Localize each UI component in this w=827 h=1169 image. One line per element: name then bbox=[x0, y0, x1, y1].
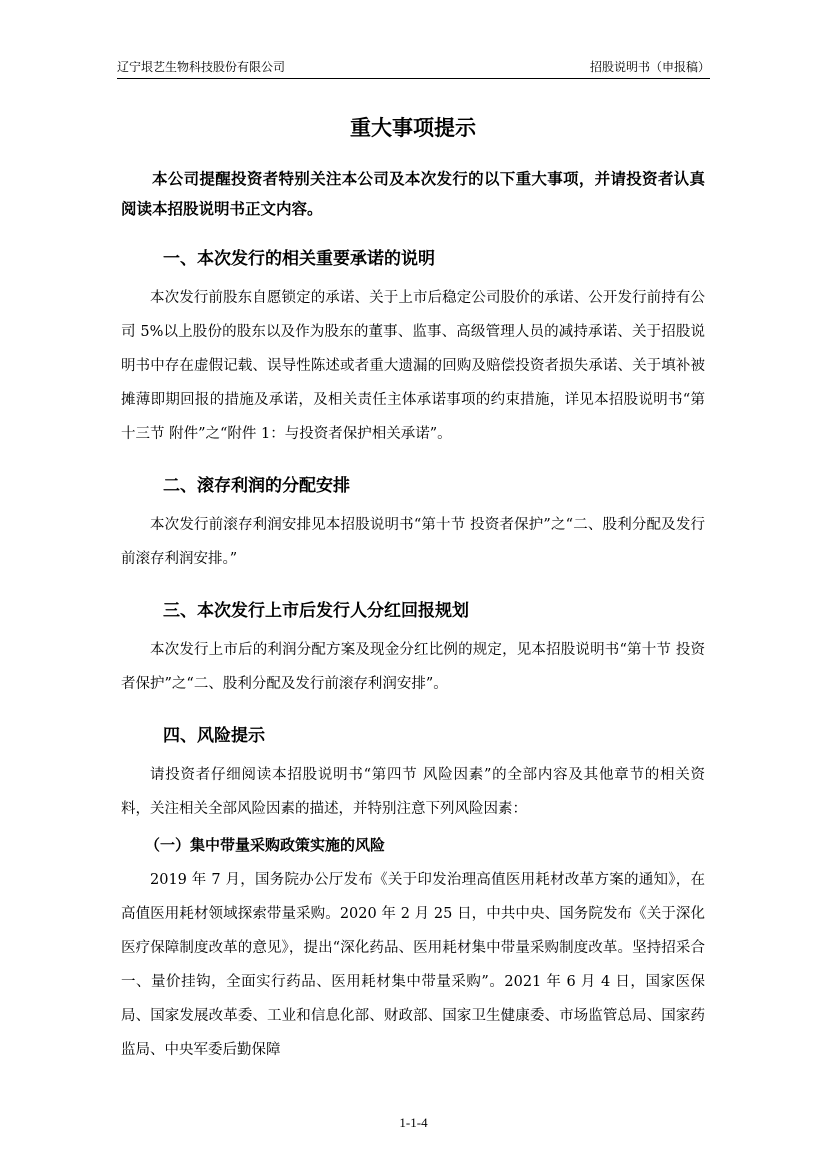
section-paragraph-commitments: 本次发行前股东自愿锁定的承诺、关于上市后稳定公司股价的承诺、公开发行前持有公司 5%以上股份的股东以及作为股东的董事、监事、高级管理人员的减持承诺、关于招股说明书中存在虚假记载、误导性陈述或者重大遗漏的回购及赔偿投资者损失承诺、关于填补被摊薄即期回报的措施及承诺，及相关责任主体承诺事项的约束措施，详见本招股说明书“第十三节 附件”之“附件 1：与投资者保护相关承诺”。 bbox=[121, 290, 705, 442]
section-paragraph-dividend-plan: 本次发行上市后的利润分配方案及现金分红比例的规定，见本招股说明书“第十节 投资者保护”之“二、股利分配及发行前滚存利润安排”。 bbox=[121, 642, 705, 692]
page-number: 1-1-4 bbox=[399, 1115, 428, 1130]
section-heading-dividend-plan: 三、本次发行上市后发行人分红回报规划 bbox=[163, 601, 469, 621]
header-document-type: 招股说明书（申报稿） bbox=[589, 60, 710, 74]
section-heading-commitments: 一、本次发行的相关重要承诺的说明 bbox=[163, 249, 435, 269]
section-paragraph-retained-profit: 本次发行前滚存利润安排见本招股说明书“第十节 投资者保护”之“二、股利分配及发行前滚存利润安排。” bbox=[121, 517, 705, 567]
subsection-paragraph-procurement-risk: 2019 年 7 月，国务院办公厅发布《关于印发治理高值医用耗材改革方案的通知》，在高值医用耗材领域探索带量采购。2020 年 2 月 25 日，中共中央、国务院发布《关于深化医疗保障制度改革的意见》，提出“深化药品、医用耗材集中带量采购制度改革。坚持招采合一、量价挂钩，全面实行药品、医用耗材集中带量采购”。2021 年 6 月 4 日，国家医保局、国家发展改革委、工业和信息化部、财政部、国家卫生健康委、市场监管总局、国家药监局、中央军委后勤保障 bbox=[121, 872, 705, 1058]
header-company-name: 辽宁垠艺生物科技股份有限公司 bbox=[117, 60, 286, 74]
subsection-heading-procurement-risk: （一）集中带量采购政策实施的风险 bbox=[145, 836, 386, 854]
intro-notice: 本公司提醒投资者特别关注本公司及本次发行的以下重大事项，并请投资者认真阅读本招股说明书正文内容。 bbox=[121, 170, 705, 218]
section-heading-risk: 四、风险提示 bbox=[163, 726, 265, 746]
section-heading-retained-profit: 二、滚存利润的分配安排 bbox=[163, 476, 350, 496]
page-title: 重大事项提示 bbox=[350, 116, 476, 140]
document-body bbox=[121, 100, 705, 1067]
page-header bbox=[117, 56, 710, 79]
section-paragraph-risk: 请投资者仔细阅读本招股说明书“第四节 风险因素”的全部内容及其他章节的相关资料，关注相关全部风险因素的描述，并特别注意下列风险因素： bbox=[121, 767, 705, 817]
